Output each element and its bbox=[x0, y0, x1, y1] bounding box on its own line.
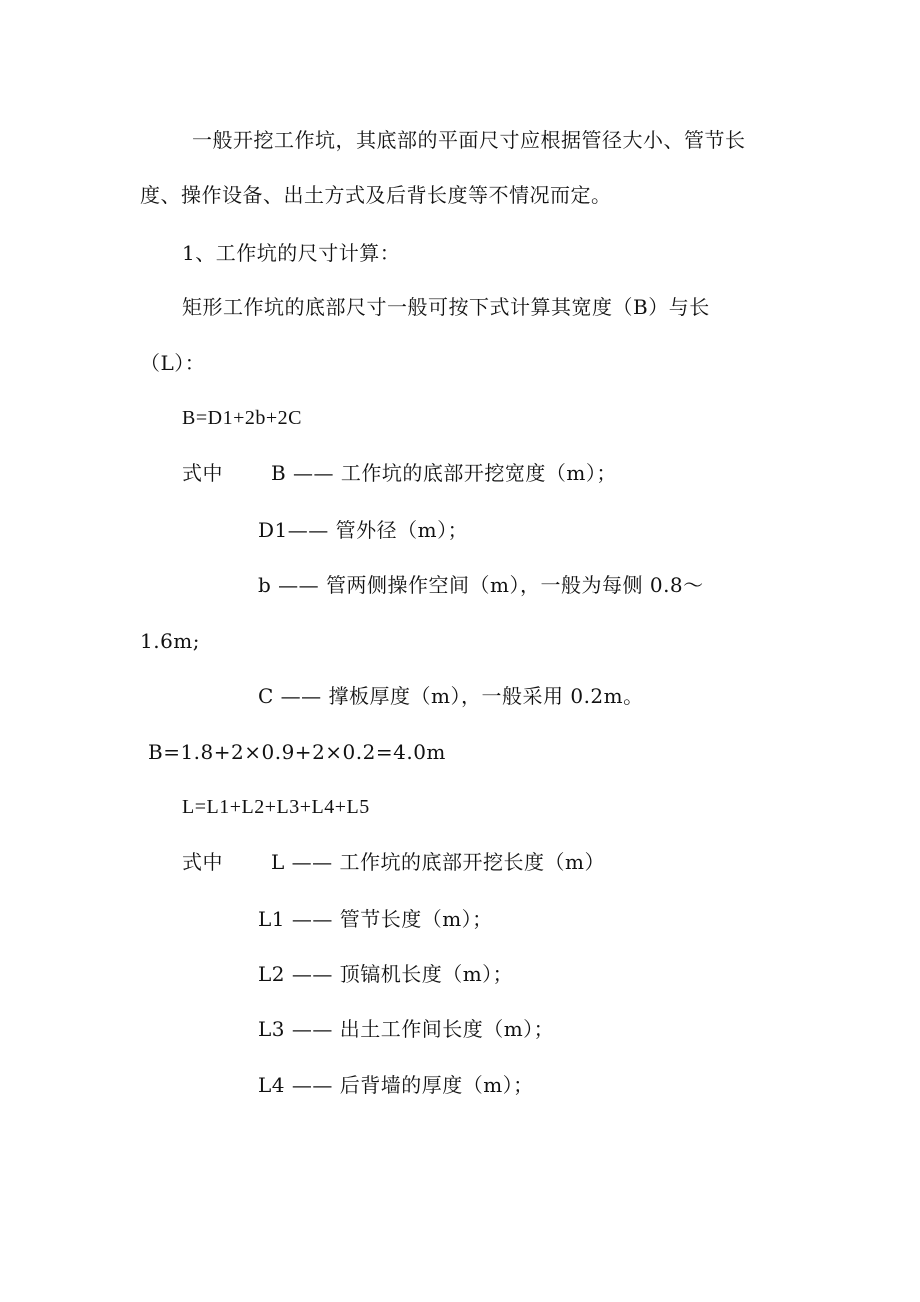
definition-small-b-line-1: b —— 管两侧操作空间（m），一般为每侧 0.8～ bbox=[258, 573, 704, 597]
formula-l: L=L1+L2+L3+L4+L5 bbox=[182, 796, 370, 818]
paragraph-1-line-2: 度、操作设备、出土方式及后背长度等不情况而定。 bbox=[140, 183, 612, 207]
definition-d1: D1—— 管外径（m）； bbox=[258, 518, 469, 542]
definition-l4: L4 —— 后背墙的厚度（m）； bbox=[258, 1073, 534, 1097]
where-label: 式中 bbox=[182, 850, 223, 874]
where-label: 式中 bbox=[182, 461, 223, 485]
section-heading: 1、工作坑的尺寸计算： bbox=[182, 241, 401, 265]
definition-row-l bbox=[182, 848, 605, 876]
definition-b: B —— 工作坑的底部开挖宽度（m）； bbox=[271, 461, 617, 485]
definition-c: C —— 撑板厚度（m），一般采用 0.2m。 bbox=[258, 684, 644, 708]
paragraph-2-line-2: （L）： bbox=[140, 351, 206, 375]
definition-row-b bbox=[182, 459, 617, 487]
definition-l2: L2 —— 顶镐机长度（m）； bbox=[258, 962, 514, 986]
formula-b: B=D1+2b+2C bbox=[182, 407, 302, 429]
paragraph-2-line-1: 矩形工作坑的底部尺寸一般可按下式计算其宽度（B）与长 bbox=[182, 295, 710, 319]
calculation-b: B=1.8+2×0.9+2×0.2=4.0m bbox=[148, 740, 446, 764]
definition-l1: L1 —— 管节长度（m）； bbox=[258, 907, 493, 931]
definition-l: L —— 工作坑的底部开挖长度（m） bbox=[271, 850, 605, 874]
definition-small-b-line-2: 1.6m; bbox=[140, 629, 201, 653]
paragraph-1-line-1: 一般开挖工作坑，其底部的平面尺寸应根据管径大小、管节长 bbox=[192, 128, 746, 152]
definition-l3: L3 —— 出土工作间长度（m）； bbox=[258, 1017, 555, 1041]
